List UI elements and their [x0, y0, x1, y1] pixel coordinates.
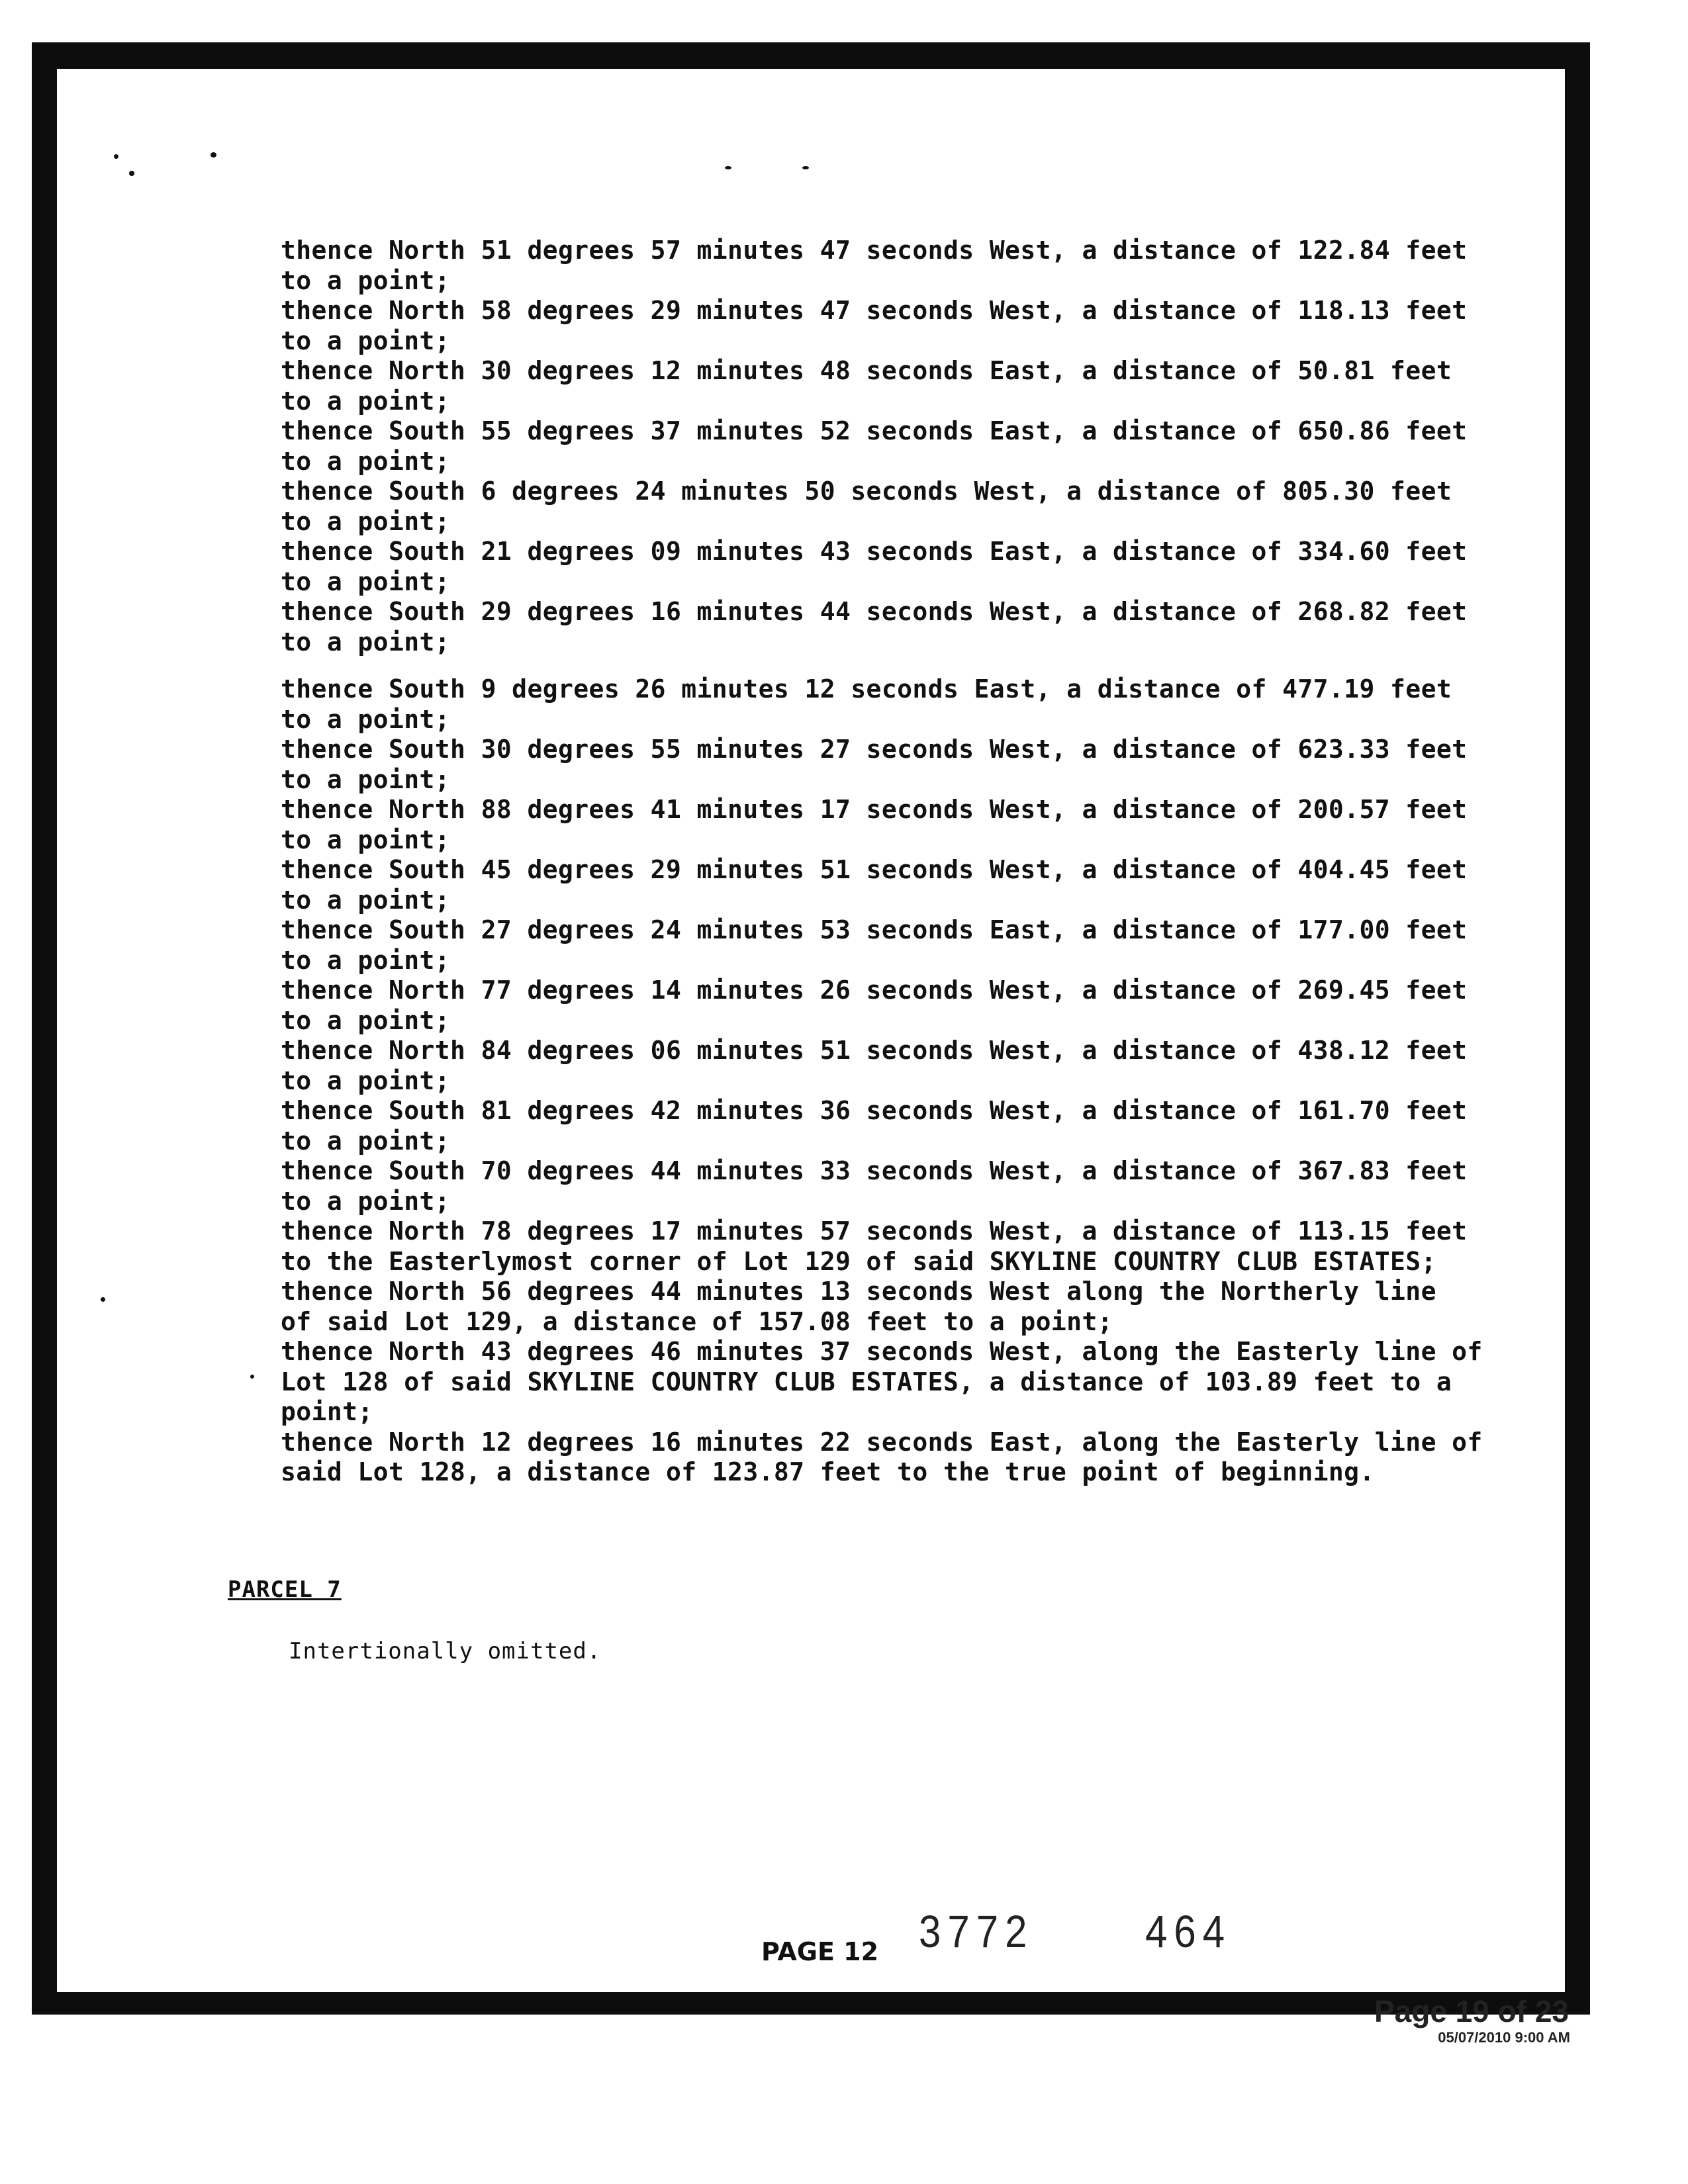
- description-line: thence North 30 degrees 12 minutes 48 seconds East, a distance of 50.81 feet: [281, 356, 1452, 385]
- recording-book-number: 3772: [919, 1905, 1034, 1958]
- description-line: said Lot 128, a distance of 123.87 feet to the true point of beginning.: [281, 1457, 1375, 1486]
- description-line: thence North 77 degrees 14 minutes 26 seconds West, a distance of 269.45 feet: [281, 976, 1468, 1005]
- description-line: to a point;: [281, 265, 451, 295]
- description-line: to a point;: [281, 1005, 451, 1035]
- description-line: point;: [281, 1397, 373, 1426]
- description-line: to a point;: [281, 764, 451, 794]
- description-line: to a point;: [281, 326, 451, 355]
- description-line: to a point;: [281, 627, 451, 657]
- description-line: to a point;: [281, 386, 451, 416]
- description-line: to a point;: [281, 704, 451, 734]
- page-number-label: PAGE 12: [761, 1937, 879, 1966]
- scan-speck: [250, 1375, 254, 1379]
- description-line: thence North 12 degrees 16 minutes 22 seconds East, along the Easterly line of: [281, 1427, 1483, 1457]
- description-line: thence South 70 degrees 44 minutes 33 seconds West, a distance of 367.83 feet: [281, 1156, 1468, 1185]
- description-line: Lot 128 of said SKYLINE COUNTRY CLUB ESTATES, a distance of 103.89 feet to a: [281, 1367, 1452, 1396]
- scan-speck: [211, 152, 216, 158]
- description-line: thence South 6 degrees 24 minutes 50 seconds West, a distance of 805.30 feet: [281, 477, 1452, 506]
- description-line: thence South 29 degrees 16 minutes 44 seconds West, a distance of 268.82 feet: [281, 597, 1468, 626]
- description-line: thence South 27 degrees 24 minutes 53 seconds East, a distance of 177.00 feet: [281, 915, 1468, 944]
- description-line: to a point;: [281, 506, 451, 536]
- description-line: to a point;: [281, 945, 451, 975]
- description-line: thence North 84 degrees 06 minutes 51 seconds West, a distance of 438.12 feet: [281, 1036, 1468, 1065]
- footer-page-count: Page 19 of 23: [1374, 1994, 1569, 2028]
- scan-speck: [802, 166, 809, 169]
- description-line: to a point;: [281, 567, 451, 596]
- description-line: thence South 45 degrees 29 minutes 51 seconds West, a distance of 404.45 feet: [281, 855, 1468, 884]
- description-line: thence North 43 degrees 46 minutes 37 seconds West, along the Easterly line of: [281, 1337, 1483, 1366]
- paragraph-gap: [281, 657, 1472, 674]
- scan-speck: [114, 154, 118, 159]
- description-line: to the Easterlymost corner of Lot 129 of said SKYLINE COUNTRY CLUB ESTATES;: [281, 1246, 1436, 1276]
- description-line: to a point;: [281, 1126, 451, 1156]
- description-line: thence South 30 degrees 55 minutes 27 seconds West, a distance of 623.33 feet: [281, 735, 1468, 764]
- description-line: thence North 51 degrees 57 minutes 47 seconds West, a distance of 122.84 feet: [281, 236, 1468, 265]
- scan-speck: [101, 1297, 105, 1302]
- description-line: to a point;: [281, 885, 451, 915]
- description-line: of said Lot 129, a distance of 157.08 feet to a point;: [281, 1306, 1113, 1336]
- recording-page-number: 464: [1145, 1905, 1232, 1958]
- description-line: to a point;: [281, 446, 451, 476]
- metes-and-bounds-description: [281, 236, 1483, 1488]
- description-line: thence North 58 degrees 29 minutes 47 seconds West, a distance of 118.13 feet: [281, 296, 1468, 325]
- footer-timestamp: 05/07/2010 9:00 AM: [1438, 2029, 1570, 2046]
- parcel-note: Intertionally omitted.: [289, 1638, 602, 1664]
- description-line: to a point;: [281, 1066, 451, 1095]
- parcel-heading: PARCEL 7: [228, 1576, 342, 1603]
- description-line: to a point;: [281, 825, 451, 854]
- description-line: thence South 55 degrees 37 minutes 52 seconds East, a distance of 650.86 feet: [281, 416, 1468, 445]
- scan-speck: [129, 171, 134, 176]
- description-line: thence North 78 degrees 17 minutes 57 seconds West, a distance of 113.15 feet: [281, 1216, 1468, 1246]
- description-line: thence South 81 degrees 42 minutes 36 seconds West, a distance of 161.70 feet: [281, 1096, 1468, 1125]
- description-line: to a point;: [281, 1186, 451, 1216]
- description-line: thence North 56 degrees 44 minutes 13 seconds West along the Northerly line: [281, 1277, 1436, 1306]
- description-line: thence South 9 degrees 26 minutes 12 seconds East, a distance of 477.19 feet: [281, 674, 1452, 704]
- scan-speck: [725, 166, 731, 169]
- description-line: thence South 21 degrees 09 minutes 43 seconds East, a distance of 334.60 feet: [281, 537, 1468, 566]
- description-line: thence North 88 degrees 41 minutes 17 seconds West, a distance of 200.57 feet: [281, 795, 1468, 824]
